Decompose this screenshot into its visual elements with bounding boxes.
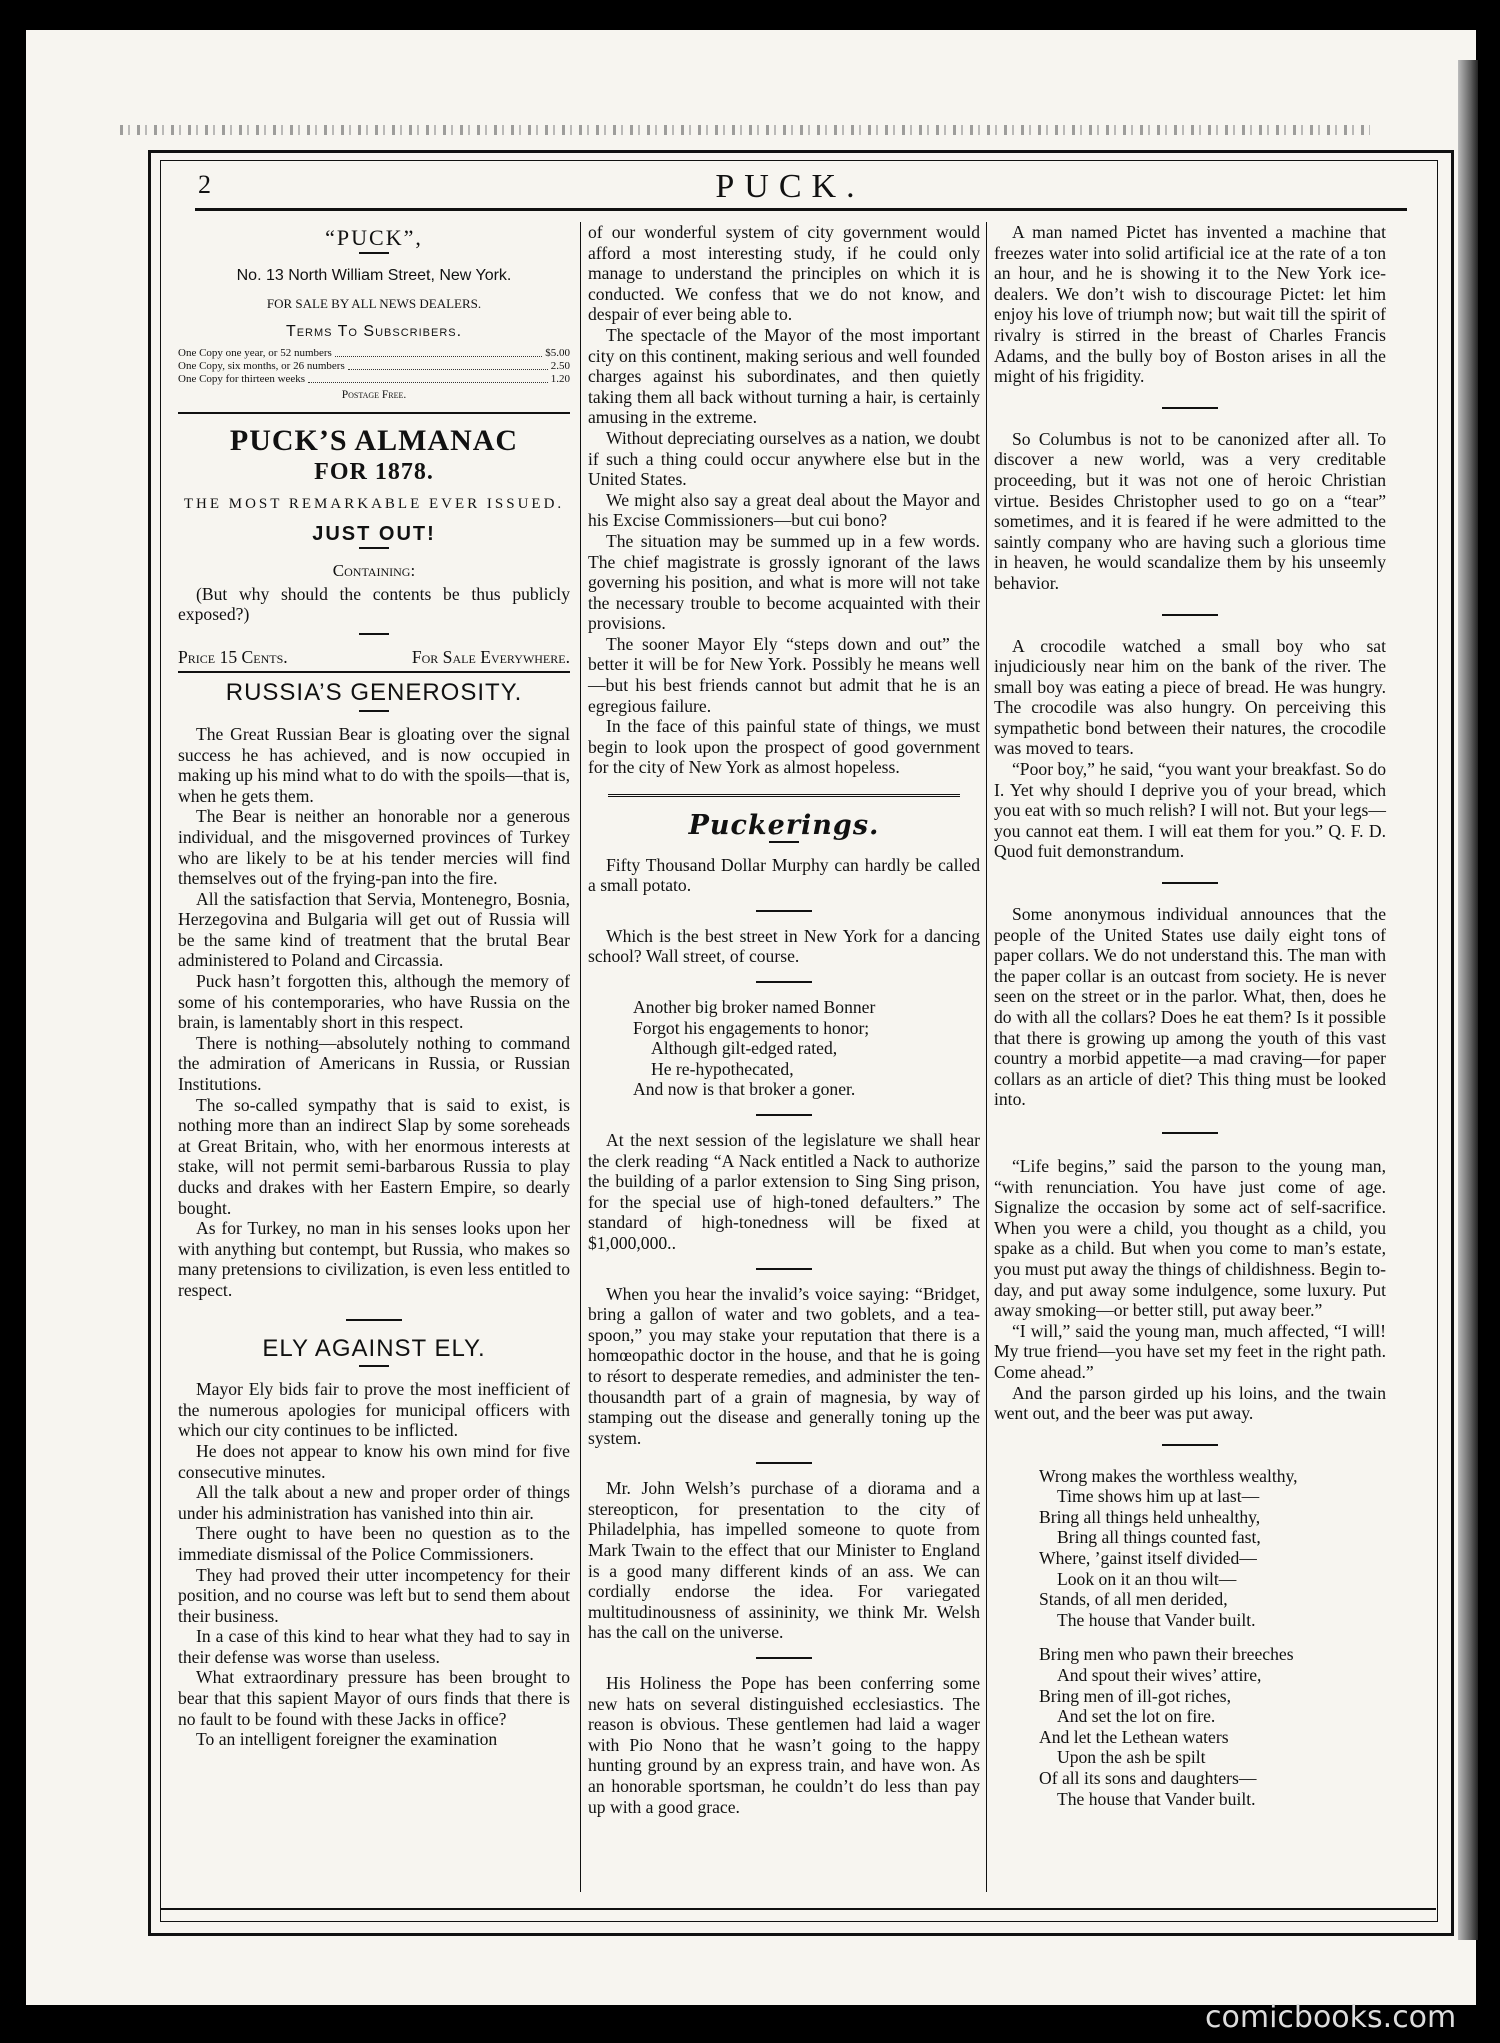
verse-line: And set the lot on fire. — [1057, 1706, 1216, 1727]
almanac-sub: THE MOST REMARKABLE EVER ISSUED. — [183, 495, 565, 512]
paragraph: The Great Russian Bear is gloating over the signal success he has achieved, and is now occupied in making up his mind what to do with the spoils—that is, when he gets them. — [178, 723, 570, 806]
paragraph: In a case of this kind to hear what they had to say in their defense was worse than useless. — [178, 1626, 570, 1667]
for-sale-everywhere: For Sale Everywhere. — [411, 646, 570, 667]
watermark: comicbooks.com — [1205, 2000, 1457, 2035]
paragraph: “Life begins,” said the parson to the young man, “with renunciation. You have just come of age. Signalize the occasion by some act of self-sacrifice. When you were a child, you thought as a child, you spake as a child. But when you come to man’s estate, you must put away the things of childishness. Begin to-day, and put away some indulgence, some luxury. Put away smoking—or better still, put away beer.” — [994, 1155, 1386, 1321]
masthead: PUCK. — [715, 168, 865, 205]
page-number: 2 — [198, 170, 211, 199]
paragraph: In the face of this painful state of things, we must begin to look upon the prospect of good government for the city of New York as almost hopeless. — [588, 716, 980, 778]
header-rule — [195, 208, 1407, 211]
verse-line: And now is that broker a goner. — [633, 1079, 856, 1100]
item-pope: His Holiness the Pope has been conferring some new hats on several distinguished ecclesiastics. The reason is obvious. These gentlemen had laid a wager with Pio Nono that he wasn’t going to the happy hunting ground by an express train, and have won. As an honorable sportsman, he couldn’t do less than pay up with a good grace. — [588, 1673, 980, 1817]
verse-line: The house that Vander built. — [1057, 1609, 1256, 1630]
rate-label: One Copy one year, or 52 numbers — [178, 346, 332, 359]
item-crocodile — [994, 636, 1386, 863]
verse-vander-1 — [1039, 1466, 1386, 1631]
verse-line: Where, ’gainst itself divided— — [1039, 1548, 1257, 1569]
paragraph: All the talk about a new and proper order of things under his administration has vanished into thin air. — [178, 1482, 570, 1523]
verse-line: Bring all things held unhealthy, — [1039, 1506, 1261, 1527]
verse-line: And spout their wives’ attire, — [1057, 1665, 1262, 1686]
paragraph: The sooner Mayor Ely “steps down and out” the better it will be for New York. Possibly he means well—but his best friends cannot but admit that he is an egregious failure. — [588, 633, 980, 716]
for-sale: FOR SALE BY ALL NEWS DEALERS. — [266, 296, 482, 312]
rate-price: 2.50 — [550, 359, 570, 372]
rates-table — [178, 347, 570, 386]
verse-line: Bring men of ill-got riches, — [1039, 1685, 1232, 1706]
paragraph: “I will,” said the young man, much affected, “I will! My true friend—you have set my feet in the right path. Come ahead.” — [994, 1320, 1386, 1382]
rate-price: 1.20 — [550, 372, 570, 385]
item-street: Which is the best street in New York for a dancing school? Wall street, of course. — [588, 925, 980, 967]
paragraph: of our wonderful system of city government would afford a most interesting study, if he could only manage to understand the principles on which it is conducted. We confess that we do not know, and despair of ever being able to. — [588, 222, 980, 325]
verse-vander-2 — [1039, 1644, 1386, 1809]
verse-line: Stands, of all men derided, — [1039, 1589, 1228, 1610]
item-murphy: Fifty Thousand Dollar Murphy can hardly be called a small potato. — [588, 854, 980, 896]
item-pictet: A man named Pictet has invented a machine that freezes water into solid artificial ice at the rate of a ton an hour, and he is showing it to the New York ice-dealers. We don’t wish to discourage Pictet: let him enjoy his love of triumph now; but wait till the spirit of rivalry is stirred in the breast of Charles Francis Adams, and the bully boy of Boston arises in all the might of his frigidity. — [994, 222, 1386, 387]
paragraph: The situation may be summed up in a few words. The chief magistrate is grossly ignorant of the laws governing his position, and what is more will not take the necessary trouble to become acquainted with their provisions. — [588, 530, 980, 634]
postage-note: Postage Free. — [341, 388, 407, 401]
verse-line: Bring all things counted fast, — [1057, 1527, 1261, 1548]
verse-line: Bring men who pawn their breeches — [1039, 1644, 1294, 1665]
verse-line: Time shows him up at last— — [1057, 1486, 1260, 1507]
paragraph: The spectacle of the Mayor of the most important city on this continent, making serious and well founded charges against his subordinates, and then quietly taking them all back without turning a hair, is certainly amusing in the extreme. — [588, 324, 980, 428]
paragraph: We might also say a great deal about the Mayor and his Excise Commissioners—but cui bono? — [588, 489, 980, 531]
verse-line: Although gilt-edged rated, — [651, 1038, 838, 1059]
paragraph: As for Turkey, no man in his senses looks upon her with anything but contempt, but Russia, who makes so many pretensions to civilization, is even less entitled to respect. — [178, 1218, 570, 1300]
verse-line: Wrong makes the worthless wealthy, — [1039, 1465, 1298, 1486]
verse-line: And let the Lethean waters — [1039, 1726, 1229, 1747]
price: Price 15 Cents. — [178, 646, 288, 667]
verse-line: Forgot his engagements to honor; — [633, 1017, 870, 1038]
ely-headline: ELY AGAINST ELY. — [262, 1334, 486, 1362]
paragraph: The Bear is neither an honorable nor a generous individual, and the misgoverned provinces of Turkey who are likely to be at his tender mercies will find themselves out of the frying-pan into the fire. — [178, 806, 570, 889]
item-welsh: Mr. John Welsh’s purchase of a diorama and a stereopticon, for presentation to the city of Philadelphia, has impelled someone to quote from Mark Twain to the effect that our Minister to England is a good many different kinds of an ass. We can cordially endorse the idea. For variegated multitudinousness of assininity, we think Mr. Welsh has the call on the universe. — [588, 1478, 980, 1643]
rate-label: One Copy, six months, or 26 numbers — [178, 359, 345, 372]
column-2 — [588, 222, 980, 1817]
column-divider — [580, 222, 581, 1892]
verse-broker — [633, 997, 980, 1100]
paragraph: All the satisfaction that Servia, Montenegro, Bosnia, Herzegovina and Bulgaria will get out of Russia will be the same kind of treatment that the brutal Bear administered to Poland and Circassia. — [178, 888, 570, 971]
paragraph: Without depreciating ourselves as a nation, we doubt if such a thing could occur anywhere else but in the United States. — [588, 427, 980, 490]
ely-article — [178, 1379, 570, 1750]
containing-label: Containing: — [332, 560, 416, 580]
verse-line: Look on it an thou wilt— — [1057, 1568, 1237, 1589]
paragraph: A crocodile watched a small boy who sat injudiciously near him on the bank of the river. The small boy was eating a piece of bread. He was hungry. The crocodile was also hungry. On perceiving this sympathetic bond between their natures, the crocodile was moved to tears. — [994, 635, 1386, 759]
russia-headline: RUSSIA’S GENEROSITY. — [225, 679, 523, 707]
print-noise — [120, 125, 1370, 135]
item-nack: At the next session of the legislature we shall hear the clerk reading “A Nack entitled a Nack to authorize the building of a parlor extension to Sing Sing prison, for the special use of high-toned defaulters.” The standard of high-tonedness will be fixed at $1,000,000.. — [588, 1129, 980, 1253]
column-divider — [986, 222, 987, 1892]
verse-line: Upon the ash be spilt — [1057, 1747, 1206, 1768]
paragraph: They had proved their utter incompetency for their position, and no course was left but to send them about their business. — [178, 1564, 570, 1626]
almanac-year: FOR 1878. — [314, 458, 434, 485]
rate-label: One Copy for thirteen weeks — [178, 372, 306, 385]
item-collars: Some anonymous individual announces that the people of the United States use daily eight tons of paper collars. We do not understand this. The man with the paper collar is an outcast from society. He is never seen on the street or in the parlor. What, then, does he do with all the collars? Does he eat them? Is it possible that there is growing up among the youth of this vast country a morbid appetite—a mad craving—for paper collars as an article of diet? This thing must be looked into. — [994, 904, 1386, 1110]
ely-article-continued — [588, 222, 980, 778]
verse-line: He re-hypothecated, — [651, 1058, 794, 1079]
paragraph: Puck hasn’t forgotten this, although the memory of some of his contemporaries, who have Russia on the brain, is lamentably short in this respect. — [178, 971, 570, 1033]
puckerings-heading: Puckerings. — [688, 810, 880, 842]
item-life — [994, 1156, 1386, 1424]
paragraph: The so-called sympathy that is said to exist, is nothing more than an indirect Slap by some soreheads at Great Britain, who, with her enormous interests at stake, will not permit semi-barbarous Russia to play ducks and drakes with her Eastern Empire, so dearly bought. — [178, 1094, 570, 1218]
just-out: JUST OUT! — [312, 523, 436, 546]
almanac-title: PUCK’S ALMANAC — [229, 423, 519, 457]
verse-line: Another big broker named Bonner — [633, 997, 876, 1017]
paragraph: What extraordinary pressure has been brought to bear that this sapient Mayor of ours finds that there is no fault to be found with these Jacks in office? — [178, 1667, 570, 1729]
terms-heading: Terms To Subscribers. — [285, 323, 463, 341]
russia-article — [178, 724, 570, 1301]
rate-row — [178, 373, 570, 386]
address: No. 13 North William Street, New York. — [236, 266, 512, 284]
puck-title: “PUCK”, — [325, 225, 423, 250]
rate-row — [178, 347, 570, 360]
item-invalid: When you hear the invalid’s voice saying: “Bridget, bring a gallon of water and two goblets, and a tea-spoon,” you may stake your reputation that there is a homœopathic doctor in the house, and that he is going to résort to desperate remedies, and administer the ten-thousandth part of a grain of magnesia, by way of stamping out the disease and generally toning up the system. — [588, 1283, 980, 1448]
paragraph: He does not appear to know his own mind for five consecutive minutes. — [178, 1440, 570, 1482]
rate-price: $5.00 — [545, 346, 570, 359]
footer-rule — [160, 1908, 1436, 1910]
paragraph: And the parson girded up his loins, and the twain went out, and the beer was put away. — [994, 1382, 1386, 1424]
item-columbus: So Columbus is not to be canonized after all. To discover a new world, was a very creditable proceeding, but it was not one of heroic Christian virtue. Besides Christopher used to go on a “tear” sometimes, and it is feared if he were admitted to the saintly company who are having such a glorious time in heaven, he would scandalize them by his unseemly behavior. — [994, 428, 1386, 593]
book-spine — [1458, 60, 1478, 1940]
rate-row — [178, 360, 570, 373]
verse-line: The house that Vander built. — [1057, 1788, 1256, 1809]
paragraph: There is nothing—absolutely nothing to command the admiration of Americans in Russia, or Russian Institutions. — [178, 1032, 570, 1095]
verse-line: Of all its sons and daughters— — [1039, 1768, 1257, 1788]
paragraph: There ought to have been no question as to the immediate dismissal of the Police Commissioners. — [178, 1523, 570, 1564]
column-1 — [178, 222, 570, 1750]
containing-text: (But why should the contents be thus publicly exposed?) — [178, 583, 570, 625]
column-3 — [994, 222, 1386, 1809]
price-line — [178, 647, 570, 668]
paragraph: To an intelligent foreigner the examination — [196, 1729, 498, 1750]
paragraph: “Poor boy,” he said, “you want your breakfast. So do I. Yet why should I deprive you of your bread, which you eat with so much relish? I will not. But your legs—you cannot eat them. I will eat them for you.” Q. F. D. Quod fuit demonstrandum. — [994, 759, 1386, 862]
paragraph: Mayor Ely bids fair to prove the most inefficient of the numerous apologies for municipal officers with which our city continues to be inflicted. — [178, 1379, 570, 1441]
